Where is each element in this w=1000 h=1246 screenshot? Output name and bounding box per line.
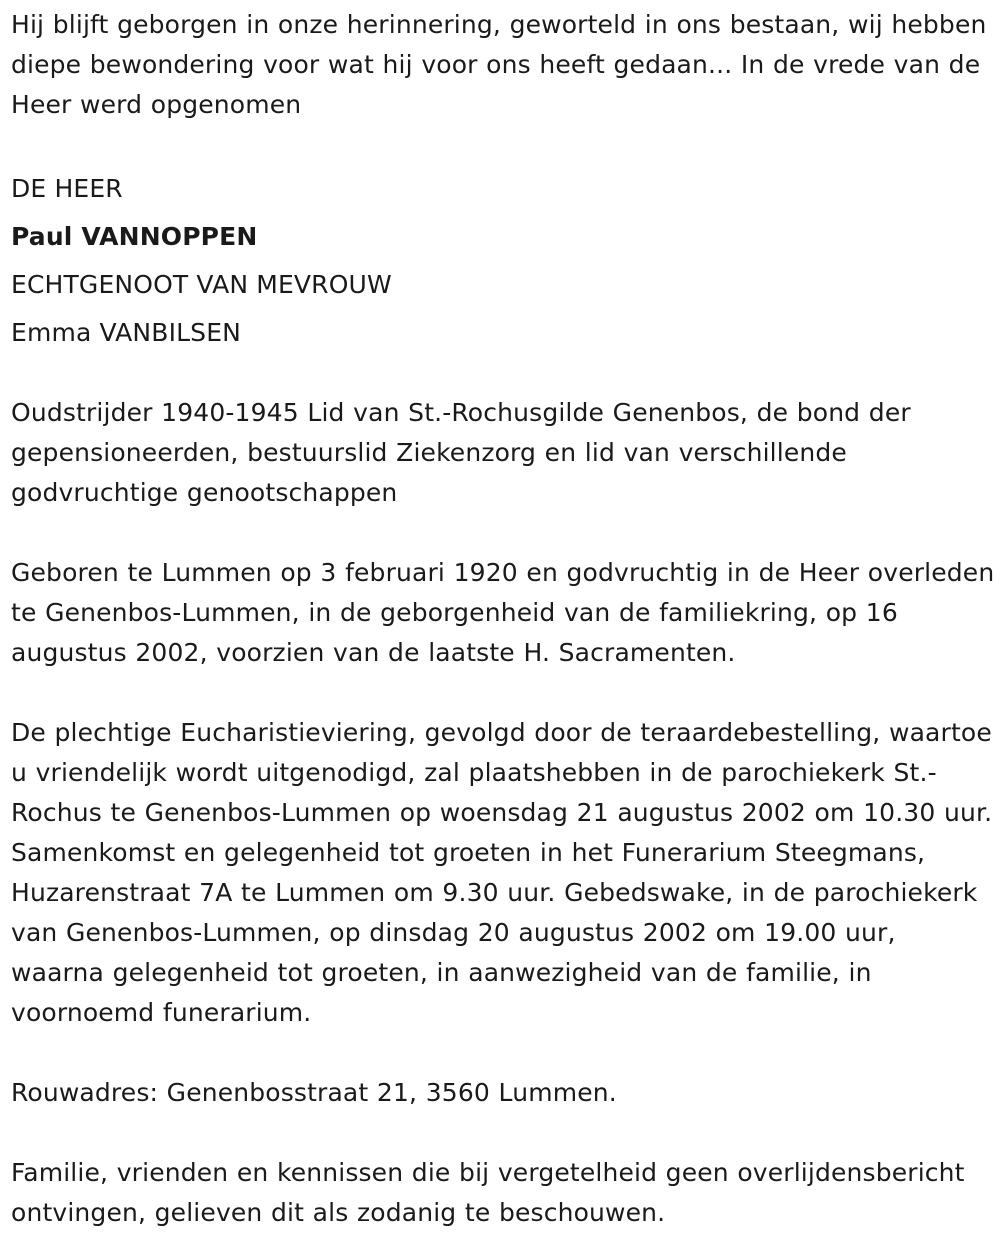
obituary-notice [11, 5, 996, 1233]
spacer [11, 1033, 996, 1073]
closing-paragraph: Familie, vrienden en kennissen die bij vergetelheid geen overlijdensbericht ontvingen, gelieven dit als zodanig te beschouwen. [11, 1158, 965, 1227]
spouse-label: ECHTGENOOT VAN MEVROUW [11, 270, 392, 299]
name-block [11, 165, 996, 357]
spacer [11, 357, 996, 393]
address-line: Rouwadres: Genenbosstraat 21, 3560 Lummen. [11, 1078, 617, 1107]
spacer [11, 673, 996, 713]
ceremony-paragraph: De plechtige Eucharistieviering, gevolgd door de teraardebestelling, waartoe u vriendelijk wordt uitgenodigd, zal plaatshebben in de parochiekerk St.-Rochus te Genenbos-Lummen op woensdag 21 augustus 2002 om 10.30 uur. Samenkomst en gelegenheid tot groeten in het Funerarium Steegmans, Huzarenstraat 7A te Lummen om 9.30 uur. Gebedswake, in de parochiekerk van Genenbos-Lummen, op dinsdag 20 augustus 2002 om 19.00 uur, waarna gelegenheid tot groeten, in aanwezigheid van de familie, in voornoemd funerarium. [11, 718, 993, 1027]
spacer [11, 1113, 996, 1153]
intro-paragraph: Hij blijft geborgen in onze herinnering, geworteld in ons bestaan, wij hebben diepe bewondering voor wat hij voor ons heeft gedaan... In de vrede van de Heer werd opgenomen [11, 10, 987, 119]
birth-death-paragraph: Geboren te Lummen op 3 februari 1920 en godvruchtig in de Heer overleden te Genenbos-Lummen, in de geborgenheid van de familiekring, op 16 augustus 2002, voorzien van de laatste H. Sacramenten. [11, 558, 995, 667]
deceased-name: Paul VANNOPPEN [11, 222, 258, 251]
spacer [11, 513, 996, 553]
title-line: DE HEER [11, 174, 123, 203]
spacer [11, 125, 996, 165]
spouse-name: Emma VANBILSEN [11, 318, 241, 347]
memberships-paragraph: Oudstrijder 1940-1945 Lid van St.-Rochusgilde Genenbos, de bond der gepensioneerden, bestuurslid Ziekenzorg en lid van verschillende godvruchtige genootschappen [11, 398, 911, 507]
